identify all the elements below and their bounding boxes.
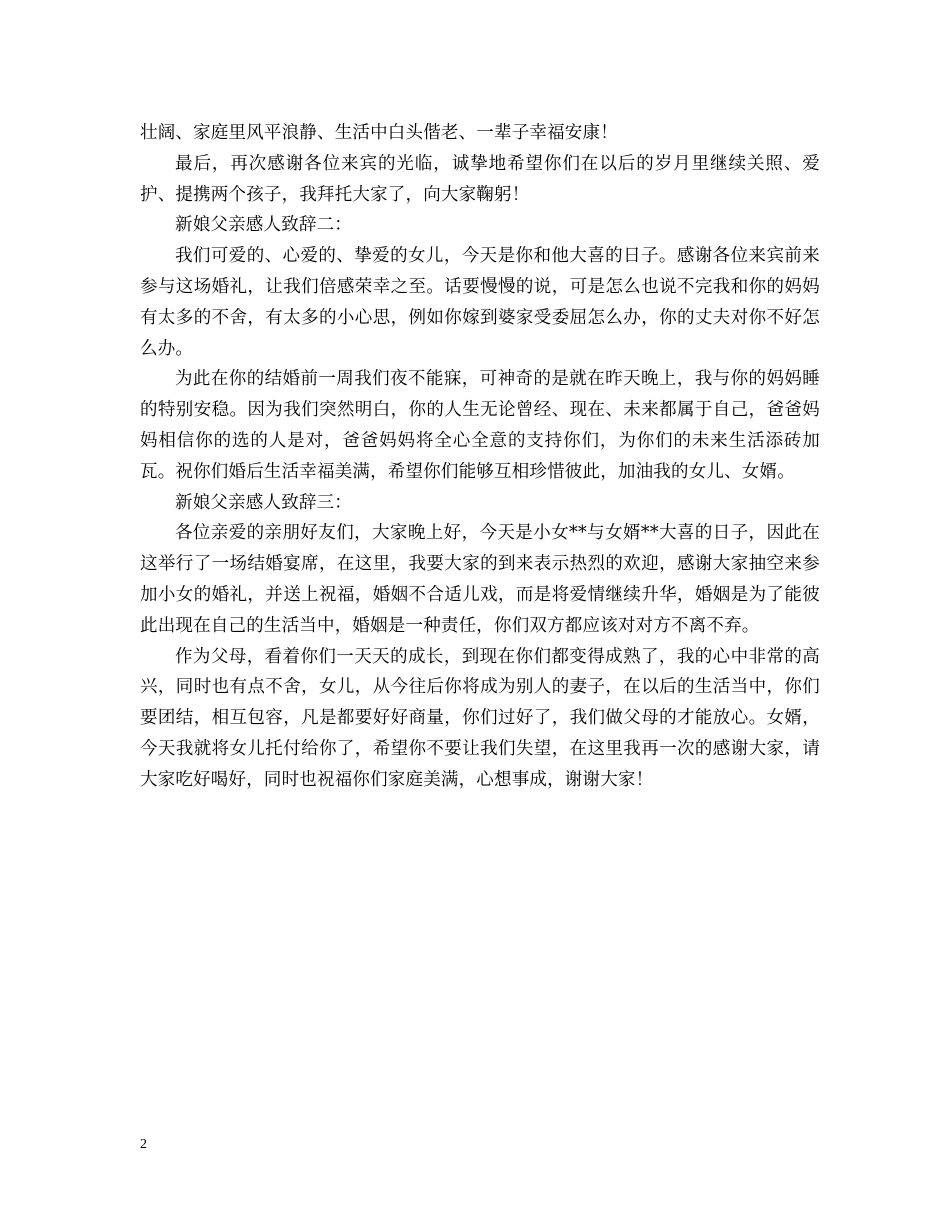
section-heading: 新娘父亲感人致辞三：	[175, 492, 352, 513]
paragraph: 作为父母，看着你们一天天的成长，到现在你们都变得成熟了，我的心中非常的高兴，同时也有点不舍，女儿，从今往后你将成为别人的妻子，在以后的生活当中，你们要团结，相互包容，凡是都要好好商量，你们过好了，我们做父母的才能放心。女婿，今天我就将女儿托付给你了，希望你不要让我们失望，在这里我再一次的感谢大家，请大家吃好喝好，同时也祝福你们家庭美满，心想事成，谢谢大家！	[140, 646, 820, 790]
section-heading: 新娘父亲感人致辞二：	[175, 215, 352, 236]
page-number: 2	[140, 1137, 147, 1152]
paragraph: 为此在你的结婚前一周我们夜不能寐，可神奇的是就在昨天晚上，我与你的妈妈睡的特别安稳。因为我们突然明白，你的人生无论曾经、现在、未来都属于自己，爸爸妈妈相信你的选的人是对，爸爸妈妈将全心全意的支持你们，为你们的未来生活添砖加瓦。祝你们婚后生活幸福美满，希望你们能够互相珍惜彼此，加油我的女儿、女婿。	[140, 369, 820, 482]
paragraph: 壮阔、家庭里风平浪静、生活中白头偕老、一辈子幸福安康！	[140, 123, 618, 143]
document-body	[140, 118, 820, 796]
paragraph: 各位亲爱的亲朋好友们，大家晚上好，今天是小女**与女婿**大喜的日子，因此在这举行了一场结婚宴席，在这里，我要大家的到来表示热烈的欢迎，感谢大家抽空来参加小女的婚礼，并送上祝福，婚姻不合适儿戏，而是将爱情继续升华，婚姻是为了能彼此出现在自己的生活当中，婚姻是一种责任，你们双方都应该对对方不离不弃。	[140, 523, 820, 636]
paragraph: 我们可爱的、心爱的、挚爱的女儿，今天是你和他大喜的日子。感谢各位来宾前来参与这场婚礼，让我们倍感荣幸之至。话要慢慢的说，可是怎么也说不完我和你的妈妈有太多的不舍，有太多的小心思，例如你嫁到婆家受委屈怎么办，你的丈夫对你不好怎么办。	[140, 246, 820, 359]
paragraph: 最后，再次感谢各位来宾的光临，诚挚地希望你们在以后的岁月里继续关照、爱护、提携两个孩子，我拜托大家了，向大家鞠躬！	[140, 153, 820, 205]
